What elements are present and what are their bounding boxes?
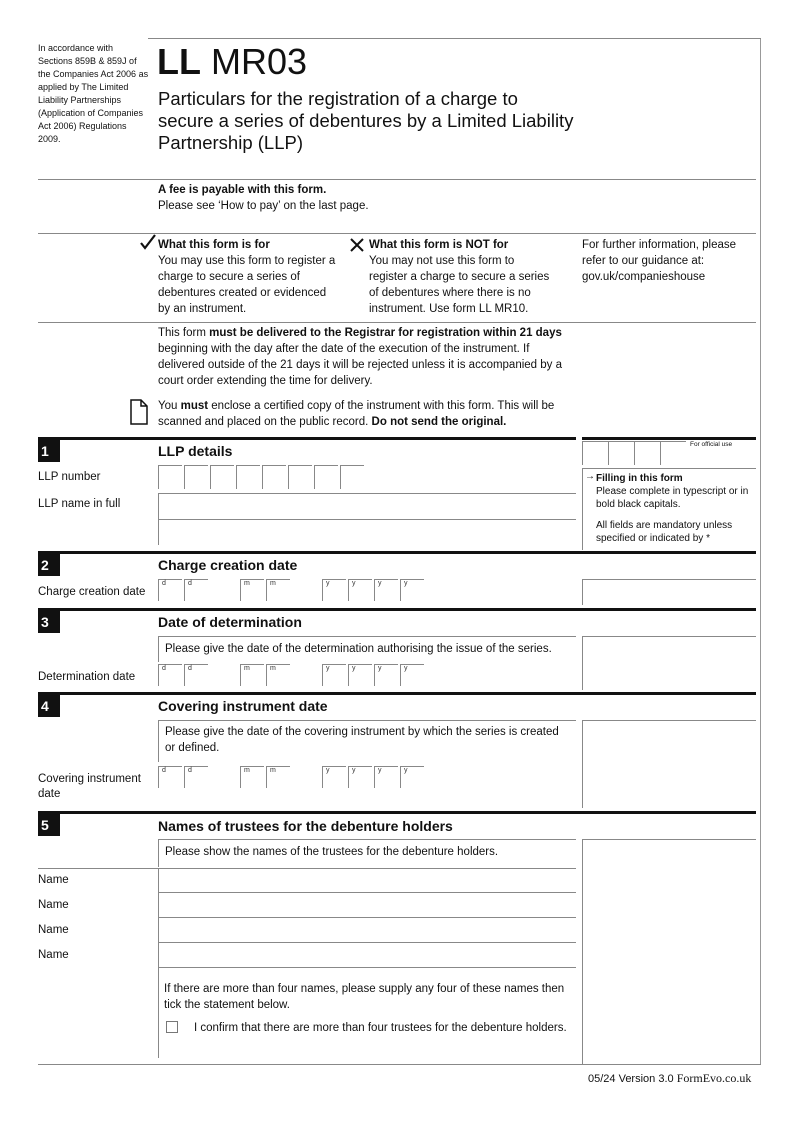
covering-instruction: Please give the date of the covering instrument by which the series is created or defined. — [158, 720, 576, 762]
delivery-text-c: beginning with the day after the date of the execution of the instrument. If delivered outside of the 21 days it will be rejected unless it is accompanied by a court order extending the time for delivery. — [158, 343, 563, 387]
official-use-label: For official use — [690, 441, 733, 448]
trustee-name-field-3[interactable] — [158, 918, 576, 943]
determination-instruction: Please give the date of the determination authorising the issue of the series. — [158, 636, 576, 662]
trustee-name-label: Name — [38, 899, 69, 911]
confirm-checkbox[interactable] — [166, 1021, 178, 1033]
form-is-for-text: You may use this form to register a charge to secure a series of debentures created or evidenced by an instrument. — [158, 255, 336, 315]
llp-name-field-2[interactable] — [158, 519, 576, 545]
bottom-rule — [38, 1064, 761, 1065]
official-use-box — [582, 441, 608, 465]
official-use-box — [634, 441, 660, 465]
section-rule — [38, 551, 756, 554]
version-text: 05/24 Version 3.0 — [588, 1073, 674, 1085]
llp-number-input[interactable] — [158, 465, 368, 489]
form-code — [157, 40, 307, 84]
fee-heading: A fee is payable with this form. — [158, 184, 327, 196]
side-panel — [582, 839, 756, 1064]
section-rule-side — [582, 437, 756, 440]
llp-name-field[interactable] — [158, 493, 576, 519]
form-is-for — [158, 237, 338, 317]
delivery-text-a: This form — [158, 327, 210, 339]
charge-creation-date-input[interactable]: d d m m y y y y — [158, 579, 428, 603]
trustee-name-label: Name — [38, 924, 69, 936]
section-rule — [38, 608, 756, 611]
check-icon — [140, 234, 156, 253]
filling-text: Please complete in typescript or in bold black capitals. — [596, 486, 749, 510]
form-is-for-title: What this form is for — [158, 239, 270, 251]
form-not-for-text: You may not use this form to register a charge to secure a series of debentures where there is no instrument. Use form LL MR10. — [369, 255, 550, 315]
section-number: 1 — [38, 440, 60, 462]
legal-reference: In accordance with Sections 859B & 859J of the Companies Act 2006 as applied by The Limited Liability Partnerships (Application of Companies Act 2006) Regulations 2009. — [38, 43, 149, 144]
section-number: 3 — [38, 611, 60, 633]
divider — [38, 322, 756, 323]
section-rule — [38, 811, 756, 814]
filling-guidance — [596, 472, 756, 545]
trustee-name-label: Name — [38, 874, 69, 886]
determination-date-label: Determination date — [38, 671, 136, 683]
trustee-name-label: Name — [38, 949, 69, 961]
covering-instrument-date-label: Covering instrument date — [38, 773, 141, 800]
official-use-box — [660, 441, 686, 465]
brand-text: FormEvo.co.uk — [676, 1071, 752, 1085]
delivery-paragraph — [158, 325, 568, 389]
section-title: Charge creation date — [158, 557, 298, 573]
section-number: 5 — [38, 814, 60, 836]
side-panel — [582, 720, 756, 808]
llp-number-label: LLP number — [38, 471, 101, 483]
section-rule — [38, 437, 576, 440]
section-title: LLP details — [158, 443, 233, 459]
confirm-text: I confirm that there are more than four trustees for the debenture holders. — [194, 1022, 567, 1034]
section-number: 2 — [38, 554, 60, 576]
charge-creation-date-label: Charge creation date — [38, 586, 146, 598]
enclose-text-d: Do not send the original. — [371, 416, 507, 428]
trustee-name-field-4[interactable] — [158, 943, 576, 968]
page-frame-right — [760, 38, 761, 1064]
more-trustees-text: If there are more than four names, please supply any four of these names then tick the statement below. — [164, 983, 565, 1011]
trustees-instruction: Please show the names of the trustees for the debenture holders. — [158, 839, 576, 867]
section-rule — [38, 692, 756, 695]
enclose-text-c: enclose a certified copy of the instrument with this form. This will be scanned and placed on the public record. — [158, 400, 555, 428]
side-panel — [582, 636, 756, 690]
cross-icon — [350, 238, 364, 257]
side-panel — [582, 579, 756, 605]
form-title: Particulars for the registration of a charge to secure a series of debentures by a Limited Liability Partnership (LLP) — [158, 88, 574, 153]
section-title: Names of trustees for the debenture holders — [158, 818, 453, 834]
arrow-right-icon: → — [585, 471, 595, 482]
divider — [38, 179, 756, 180]
form-code-number: MR03 — [211, 41, 308, 82]
enclose-text-b: must — [180, 400, 209, 412]
mandatory-text: All fields are mandatory unless specified or indicated by * — [596, 520, 733, 544]
form-not-for — [369, 237, 554, 317]
trustee-name-field-1[interactable] — [158, 868, 576, 893]
form-not-for-title: What this form is NOT for — [369, 239, 509, 251]
filling-title: Filling in this form — [596, 473, 683, 484]
top-rule — [148, 38, 761, 39]
fee-text: Please see ‘How to pay’ on the last page. — [158, 200, 369, 212]
determination-date-input[interactable]: d d m m y y y y — [158, 664, 428, 688]
llp-name-label: LLP name in full — [38, 498, 121, 510]
form-code-prefix: LL — [157, 41, 201, 82]
section-number: 4 — [38, 695, 60, 717]
footer — [588, 1071, 751, 1086]
document-icon — [130, 399, 148, 430]
further-info: For further information, please refer to our guidance at: gov.uk/companieshouse — [582, 239, 737, 283]
enclose-text-a: You — [158, 400, 181, 412]
covering-instrument-date-input[interactable]: d d m m y y y y — [158, 766, 428, 790]
trustee-name-field-2[interactable] — [158, 893, 576, 918]
section-title: Date of determination — [158, 614, 302, 630]
section-title: Covering instrument date — [158, 698, 328, 714]
delivery-text-b: must be delivered to the Registrar for registration within 21 days — [209, 327, 562, 339]
enclose-paragraph — [158, 398, 568, 430]
official-use-box — [608, 441, 634, 465]
